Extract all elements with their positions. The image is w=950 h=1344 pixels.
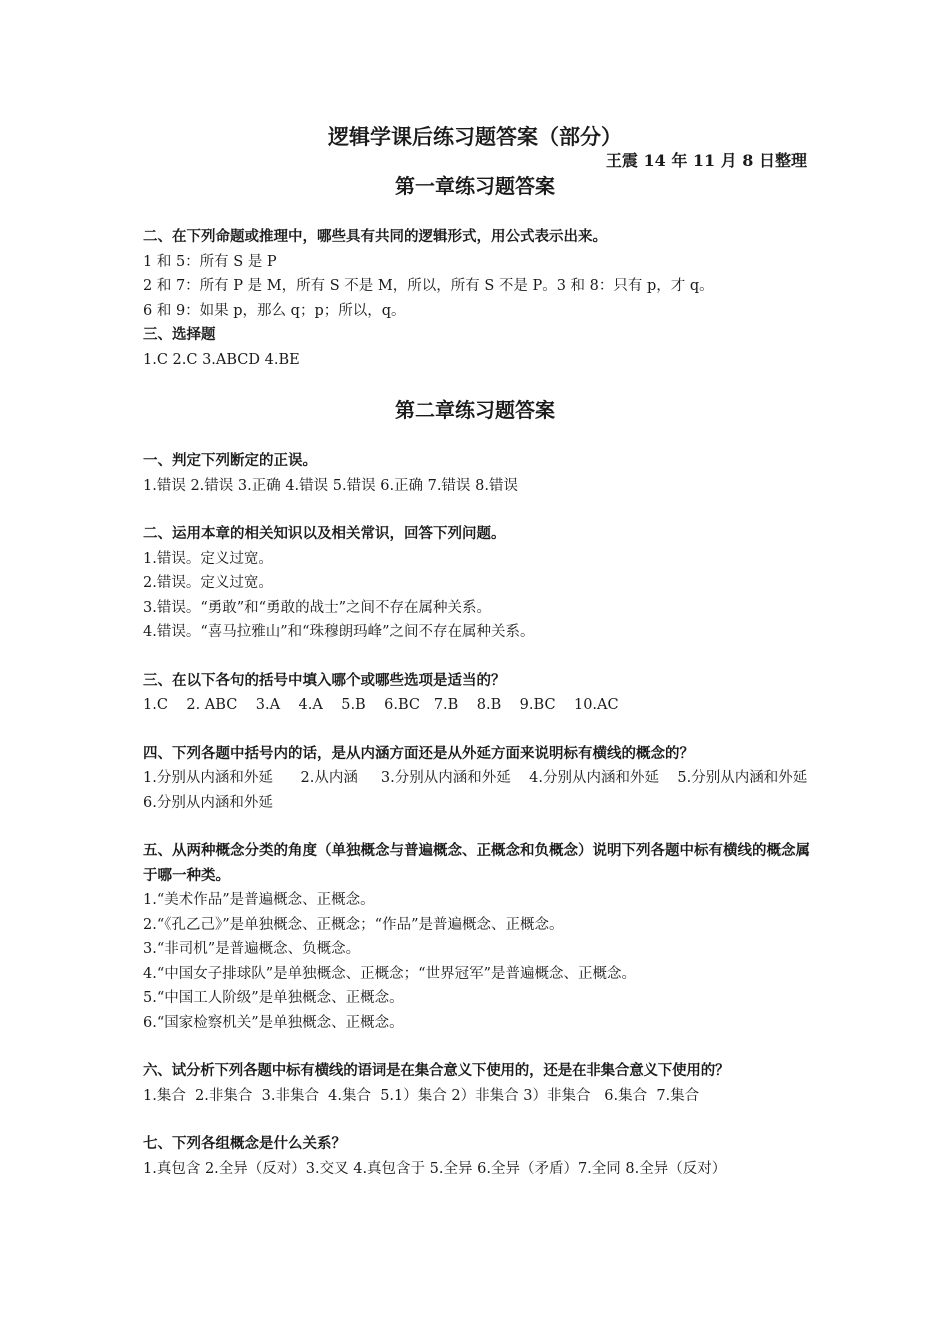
question-heading: 一、判定下列断定的正误。 xyxy=(143,452,317,469)
chapter-2-section-2 xyxy=(143,522,813,645)
answer-line: 1.“美术作品”是普遍概念、正概念。 xyxy=(143,892,375,908)
chapter-1-title: 第一章练习题答案 xyxy=(395,174,555,198)
chapter-1-section-3 xyxy=(143,323,813,372)
answer-line: 1.分别从内涵和外延 2.从内涵 3.分别从内涵和外延 4.分别从内涵和外延 5.分别从内涵和外延 6.分别从内涵和外延 xyxy=(143,770,840,811)
answer-line: 1.集合 2.非集合 3.非集合 4.集合 5.1）集合 2）非集合 3）非集合 6.集合 7.集合 xyxy=(143,1087,700,1104)
chapter-2-section-7 xyxy=(143,1132,813,1181)
question-heading: 三、选择题 xyxy=(143,326,216,343)
question-heading: 六、试分析下列各题中标有横线的语词是在集合意义下使用的，还是在非集合意义下使用的？ xyxy=(143,1062,730,1079)
question-heading: 二、在下列命题或推理中，哪些具有共同的逻辑形式，用公式表示出来。 xyxy=(143,228,607,245)
chapter-2-body xyxy=(143,449,840,1181)
document-title: 逻辑学课后练习题答案（部分） xyxy=(328,124,622,149)
chapter-2-section-1 xyxy=(143,449,813,498)
answer-line: 2.错误。定义过宽。 xyxy=(143,575,273,591)
answer-line: 3.错误。“勇敢”和“勇敢的战士”之间不存在属种关系。 xyxy=(143,599,491,616)
chapter-2-section-3 xyxy=(143,669,813,718)
answer-line: 4.“中国女子排球队”是单独概念、正概念；“世界冠军”是普遍概念、正概念。 xyxy=(143,965,636,982)
question-heading: 四、下列各题中括号内的话，是从内涵方面还是从外延方面来说明标有横线的概念的？ xyxy=(143,744,694,762)
question-heading: 七、下列各组概念是什么关系？ xyxy=(143,1135,346,1152)
document-byline: 王震 14 年 11 月 8 日整理 xyxy=(605,151,807,170)
answer-line: 3.“非司机”是普遍概念、负概念。 xyxy=(143,941,361,957)
chapter-1-section-2 xyxy=(143,225,813,323)
answer-line: 2 和 7：所有 P 是 M，所有 S 不是 M，所以，所有 S 不是 P。3 和 8：只有 p，才 q。 xyxy=(143,278,714,294)
answer-line: 5.“中国工人阶级”是单独概念、正概念。 xyxy=(143,990,404,1006)
answer-line: 2.“《孔乙己》”是单独概念、正概念；“作品”是普遍概念、正概念。 xyxy=(143,916,564,933)
answer-line: 4.错误。“喜马拉雅山”和“珠穆朗玛峰”之间不存在属种关系。 xyxy=(143,624,535,640)
answer-line: 1 和 5：所有 S 是 P xyxy=(143,253,277,270)
question-heading: 五、从两种概念分类的角度（单独概念与普遍概念、正概念和负概念）说明下列各题中标有横线的概念属于哪一种类。 xyxy=(143,842,810,884)
answer-line: 1.真包含 2.全异（反对）3.交叉 4.真包含于 5.全异 6.全异（矛盾）7.全同 8.全异（反对） xyxy=(143,1160,727,1177)
question-heading: 三、在以下各句的括号中填入哪个或哪些选项是适当的？ xyxy=(143,671,506,689)
chapter-1-body xyxy=(143,225,813,372)
chapter-2-section-6 xyxy=(143,1059,813,1108)
answer-line: 1.错误。定义过宽。 xyxy=(143,550,273,567)
answer-line: 1.C 2.C 3.ABCD 4.BE xyxy=(143,351,300,368)
answer-line: 6 和 9：如果 p，那么 q；p；所以，q。 xyxy=(143,302,406,319)
answer-line: 1.错误 2.错误 3.正确 4.错误 5.错误 6.正确 7.错误 8.错误 xyxy=(143,477,518,494)
answer-line: 6.“国家检察机关”是单独概念、正概念。 xyxy=(143,1014,404,1031)
chapter-2-section-5 xyxy=(143,839,813,1035)
question-heading: 二、运用本章的相关知识以及相关常识，回答下列问题。 xyxy=(143,525,506,542)
chapter-2-section-4 xyxy=(143,742,840,816)
chapter-2-title: 第二章练习题答案 xyxy=(395,398,555,422)
answer-line: 1.C 2. ABC 3.A 4.A 5.B 6.BC 7.B 8.B 9.BC 10.AC xyxy=(143,697,619,713)
